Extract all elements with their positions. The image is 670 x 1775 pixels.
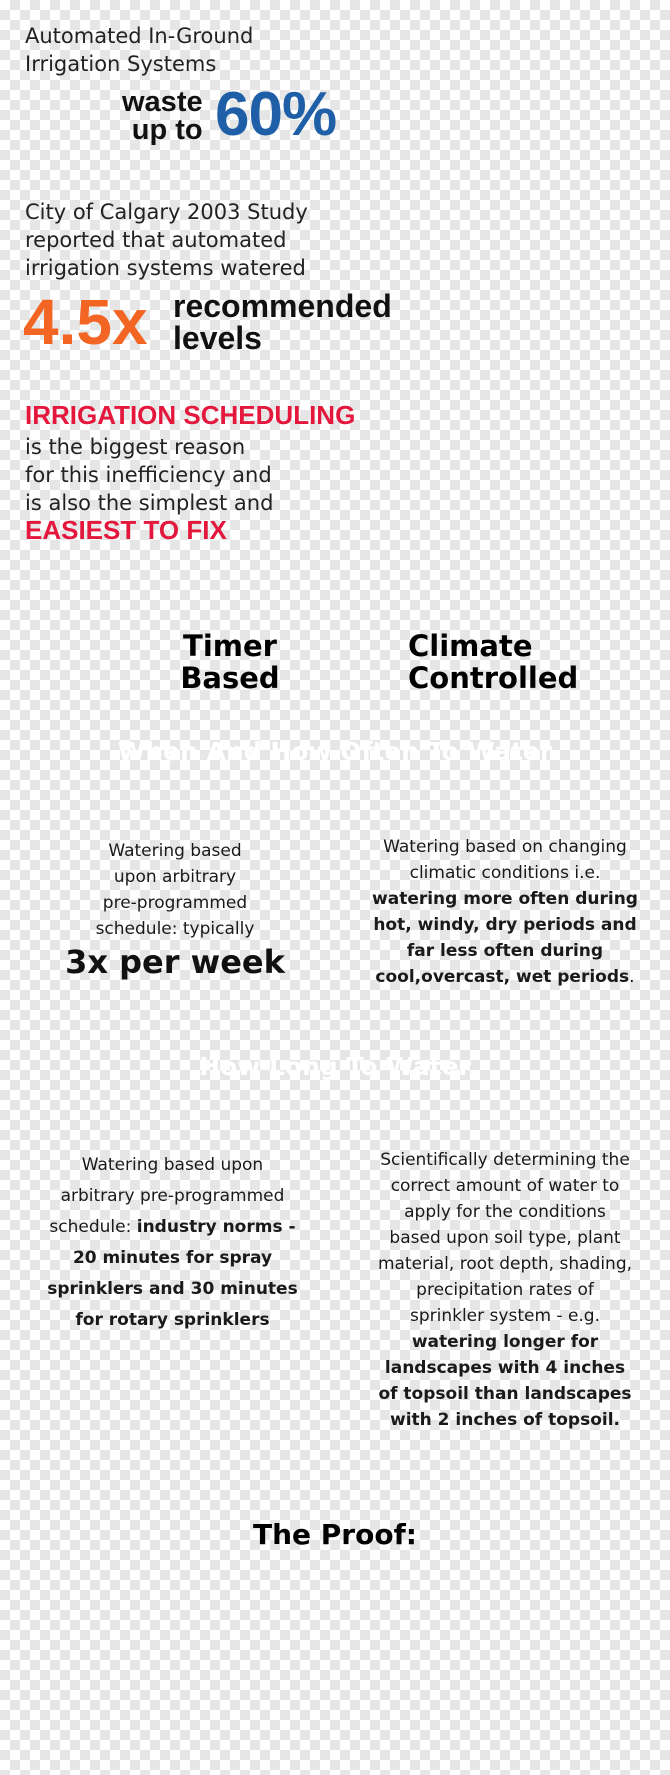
up-to-word: up to — [131, 114, 203, 146]
cell-normal-part: schedule: — [49, 1217, 137, 1237]
timer-duration-cell — [40, 1150, 305, 1336]
timer-frequency-cell — [55, 838, 295, 982]
controlled-word: Controlled — [408, 661, 579, 695]
cell-line: sprinkler system - e.g. — [409, 1306, 600, 1326]
cell-line-bold: of topsoil than landscapes — [378, 1384, 632, 1404]
cell-line-bold: watering longer for — [411, 1332, 599, 1352]
intro-text — [25, 22, 253, 78]
cell-bold-part: cool,overcast, wet periods — [375, 967, 630, 987]
climate-word: Climate — [408, 629, 533, 663]
waste-label — [122, 88, 203, 144]
when-how-often-section-title: When And How Often To Water — [117, 737, 553, 766]
cell-bold-part: industry norms - — [136, 1217, 296, 1237]
cell-line-mixed — [365, 964, 645, 990]
easiest-to-fix-headline: EASIEST TO FIX — [25, 515, 227, 545]
cell-line-bold: for rotary sprinklers — [75, 1310, 270, 1330]
cell-line-bold: 20 minutes for spray — [72, 1248, 273, 1268]
four-point-five-stat: 4.5x — [23, 286, 148, 358]
study-text — [25, 198, 308, 282]
study-line-2: reported that automated — [25, 228, 287, 252]
timer-based-heading — [150, 630, 310, 694]
intro-line-1: Automated In-Ground — [25, 24, 254, 48]
cell-line-mixed — [40, 1212, 305, 1243]
cell-line: correct amount of water to — [390, 1176, 620, 1196]
climate-duration-cell — [365, 1147, 645, 1433]
three-times-per-week: 3x per week — [65, 943, 285, 981]
cell-line: based upon soil type, plant — [389, 1228, 621, 1248]
waste-word: waste — [122, 86, 203, 118]
scheduling-text — [25, 433, 273, 517]
levels-word: levels — [173, 320, 262, 356]
recommended-levels-label — [173, 290, 392, 354]
cell-line: upon arbitrary — [113, 867, 237, 887]
cell-line: pre-programmed — [102, 893, 248, 913]
cell-line: Scientifically determining the — [380, 1150, 630, 1170]
cell-line: Watering based on changing — [383, 837, 627, 857]
cell-line: Watering based upon — [81, 1155, 264, 1175]
cell-line-bold: landscapes with 4 inches — [384, 1358, 626, 1378]
cell-line-bold: far less often during — [406, 941, 604, 961]
cell-line: material, root depth, shading, — [377, 1254, 633, 1274]
cell-line: schedule: typically — [95, 919, 255, 939]
recommended-word: recommended — [173, 288, 392, 324]
cell-line: climatic conditions i.e. — [409, 863, 601, 883]
cell-line-bold: sprinklers and 30 minutes — [47, 1279, 298, 1299]
scheduling-line-3: is also the simplest and — [25, 491, 274, 515]
how-long-section-title: How Long To Water — [199, 1052, 471, 1081]
cell-line-bold: hot, windy, dry periods and — [373, 915, 637, 935]
proof-heading: The Proof: — [253, 1518, 417, 1551]
cell-line: precipitation rates of — [416, 1280, 594, 1300]
cell-line: Watering based — [108, 841, 242, 861]
cell-line-bold: watering more often during — [372, 889, 638, 909]
climate-frequency-cell — [365, 834, 645, 990]
climate-controlled-heading — [408, 630, 578, 694]
study-line-1: City of Calgary 2003 Study — [25, 200, 308, 224]
cell-line-bold: with 2 inches of topsoil. — [390, 1410, 620, 1430]
scheduling-line-1: is the biggest reason — [25, 435, 246, 459]
sixty-percent-stat: 60% — [215, 80, 337, 149]
cell-line: arbitrary pre-programmed — [60, 1186, 285, 1206]
intro-line-2: Irrigation Systems — [25, 52, 217, 76]
cell-line: apply for the conditions — [404, 1202, 606, 1222]
timer-word: Timer — [183, 629, 277, 663]
based-word: Based — [180, 661, 280, 695]
irrigation-scheduling-headline: IRRIGATION SCHEDULING — [25, 400, 356, 430]
cell-end-part: . — [629, 967, 635, 987]
scheduling-line-2: for this inefficiency and — [25, 463, 272, 487]
study-line-3: irrigation systems watered — [25, 256, 306, 280]
